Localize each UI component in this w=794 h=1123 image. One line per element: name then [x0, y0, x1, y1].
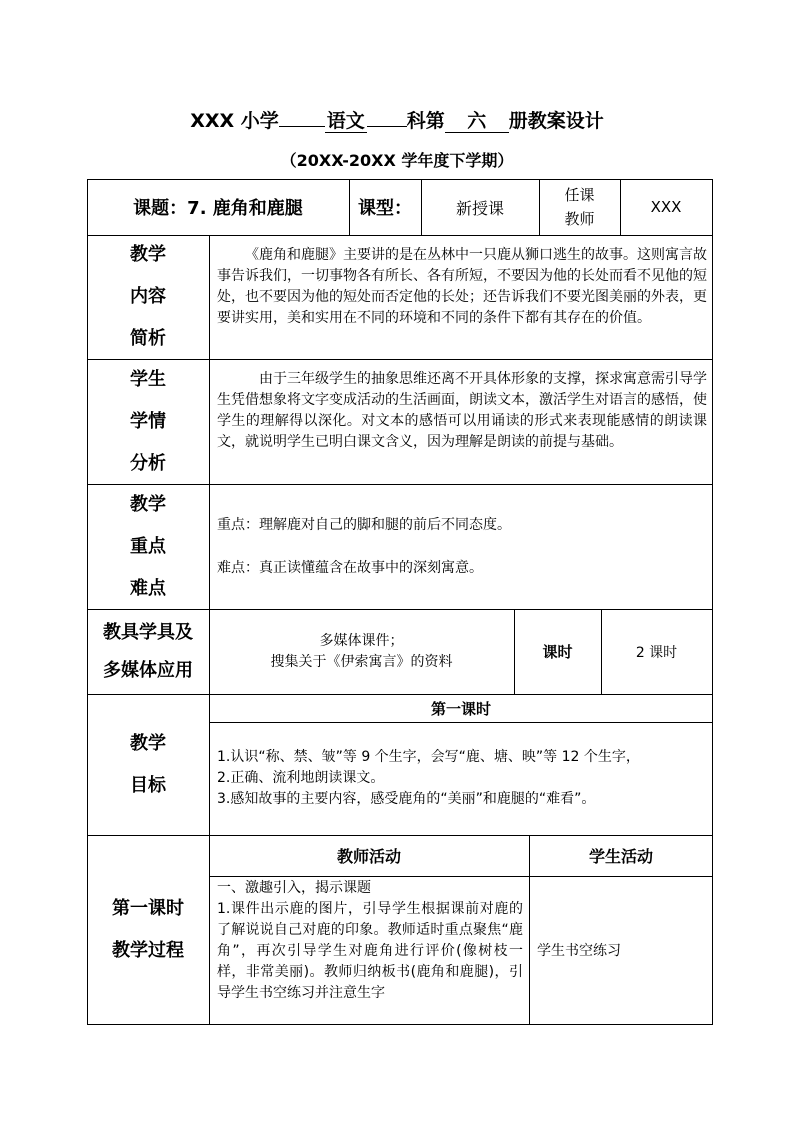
keypoints-label-3: 难点 [130, 577, 166, 599]
student-label-3: 分析 [130, 452, 166, 474]
media-label-line2: 多媒体应用 [103, 659, 193, 681]
lesson-plan-table [87, 179, 713, 1025]
student-activity-text: 学生书空练习 [537, 943, 621, 959]
keypoints-label-2: 重点 [130, 535, 166, 557]
process-label [87, 835, 209, 1025]
student-activity-header: 学生活动 [588, 847, 653, 866]
media-line2: 搜集关于《伊索寓言》的资料 [270, 653, 453, 670]
keypoints-label-1: 教学 [130, 493, 166, 515]
focus-point: 重点：理解鹿对自己的脚和腿的前后不同态度。 [217, 517, 511, 533]
media-content [209, 609, 514, 694]
lesson-topic: 课题：7. 鹿角和鹿腿 [133, 198, 303, 219]
media-label-line1: 教具学具及 [103, 621, 193, 643]
class-hours-value: 2 课时 [635, 644, 678, 661]
lesson-type-value: 新授课 [455, 198, 504, 218]
goals-label [87, 694, 209, 835]
teacher-activity-text [217, 878, 523, 1004]
blank-1 [279, 126, 325, 127]
content-label-3: 简析 [130, 328, 166, 349]
goals-label-2: 目标 [130, 774, 166, 796]
student-analysis-label [87, 359, 209, 484]
lesson-type-label: 课型： [358, 198, 412, 219]
blank-2 [367, 126, 407, 127]
content-analysis-text: 《鹿角和鹿腿》主要讲的是在丛林中一只鹿从狮口逃生的故事。这则寓言故事告诉我们，一切事物各有所长、各有所短，不要因为他的长处而看不见他的短处，也不要因为他的短处而否定他的长处；还告诉我们不要光图美丽的外表，更要讲实用，美和实用在不同的环境和不同的条件下都有其存在的价值。 [217, 247, 707, 326]
process-label-line1: 第一课时 [112, 898, 184, 919]
term-subtitle: （20XX-20XX 学年度下学期） [280, 151, 514, 170]
content-label [87, 235, 209, 359]
goals-list [217, 747, 711, 810]
student-label-2: 学情 [130, 410, 166, 432]
student-label-1: 学生 [130, 368, 166, 390]
title-suffix: 册教案设计 [508, 110, 604, 132]
teacher-label-line1: 任课 [564, 186, 595, 204]
goal-item: 3.感知故事的主要内容，感受鹿角的“美丽”和鹿腿的“难看”。 [217, 791, 596, 807]
keypoints-label [87, 484, 209, 609]
content-label-2: 内容 [130, 286, 166, 307]
session-title: 第一课时 [430, 699, 491, 718]
volume-field: 六 [445, 110, 509, 133]
process-label-line2: 教学过程 [112, 940, 184, 961]
subject-field: 语文 [326, 110, 365, 132]
teacher-activity-body: 1.课件出示鹿的图片，引导学生根据课前对鹿的了解说说自己对鹿的印象。教师适时重点聚焦“鹿角”，再次引导学生对鹿角进行评价(像树枝一样，非常美丽)。教师归纳板书(鹿角和鹿腿)，引导学生书空练习并注意生字 [217, 901, 523, 1001]
document-title [0, 106, 794, 133]
teacher-label-line2: 教师 [564, 210, 595, 228]
goal-item: 1.认识“称、禁、皱”等 9 个生字，会写“鹿、塘、映”等 12 个生字， [217, 749, 640, 765]
student-analysis-text: 由于三年级学生的抽象思维还离不开具体形象的支撑，探求寓意需引导学生凭借想象将文字变成活动的生活画面，朗读文本，激活学生对语言的感悟，使学生的理解得以深化。对文本的感悟可以用诵读的形式来表现能感情的朗读课文，就说明学生已明白课文含义，因为理解是朗读的前提与基础。 [217, 371, 707, 450]
goal-item: 2.正确、流利地朗读课文。 [217, 770, 385, 786]
teacher-activity-heading: 一、激趣引入，揭示课题 [217, 880, 371, 896]
goals-label-1: 教学 [130, 732, 166, 754]
content-label-1: 教学 [130, 244, 166, 265]
teacher-label [539, 179, 620, 235]
media-label [87, 609, 209, 694]
school-name: XXX 小学 [190, 110, 279, 132]
difficulty-point: 难点：真正读懂蕴含在故事中的深刻寓意。 [217, 560, 483, 576]
teacher-value: XXX [650, 198, 682, 216]
title-mid: 科第 [406, 110, 445, 132]
media-line1: 多媒体课件； [319, 632, 404, 649]
teacher-activity-header: 教师活动 [336, 847, 401, 866]
class-hours-label: 课时 [542, 643, 573, 661]
